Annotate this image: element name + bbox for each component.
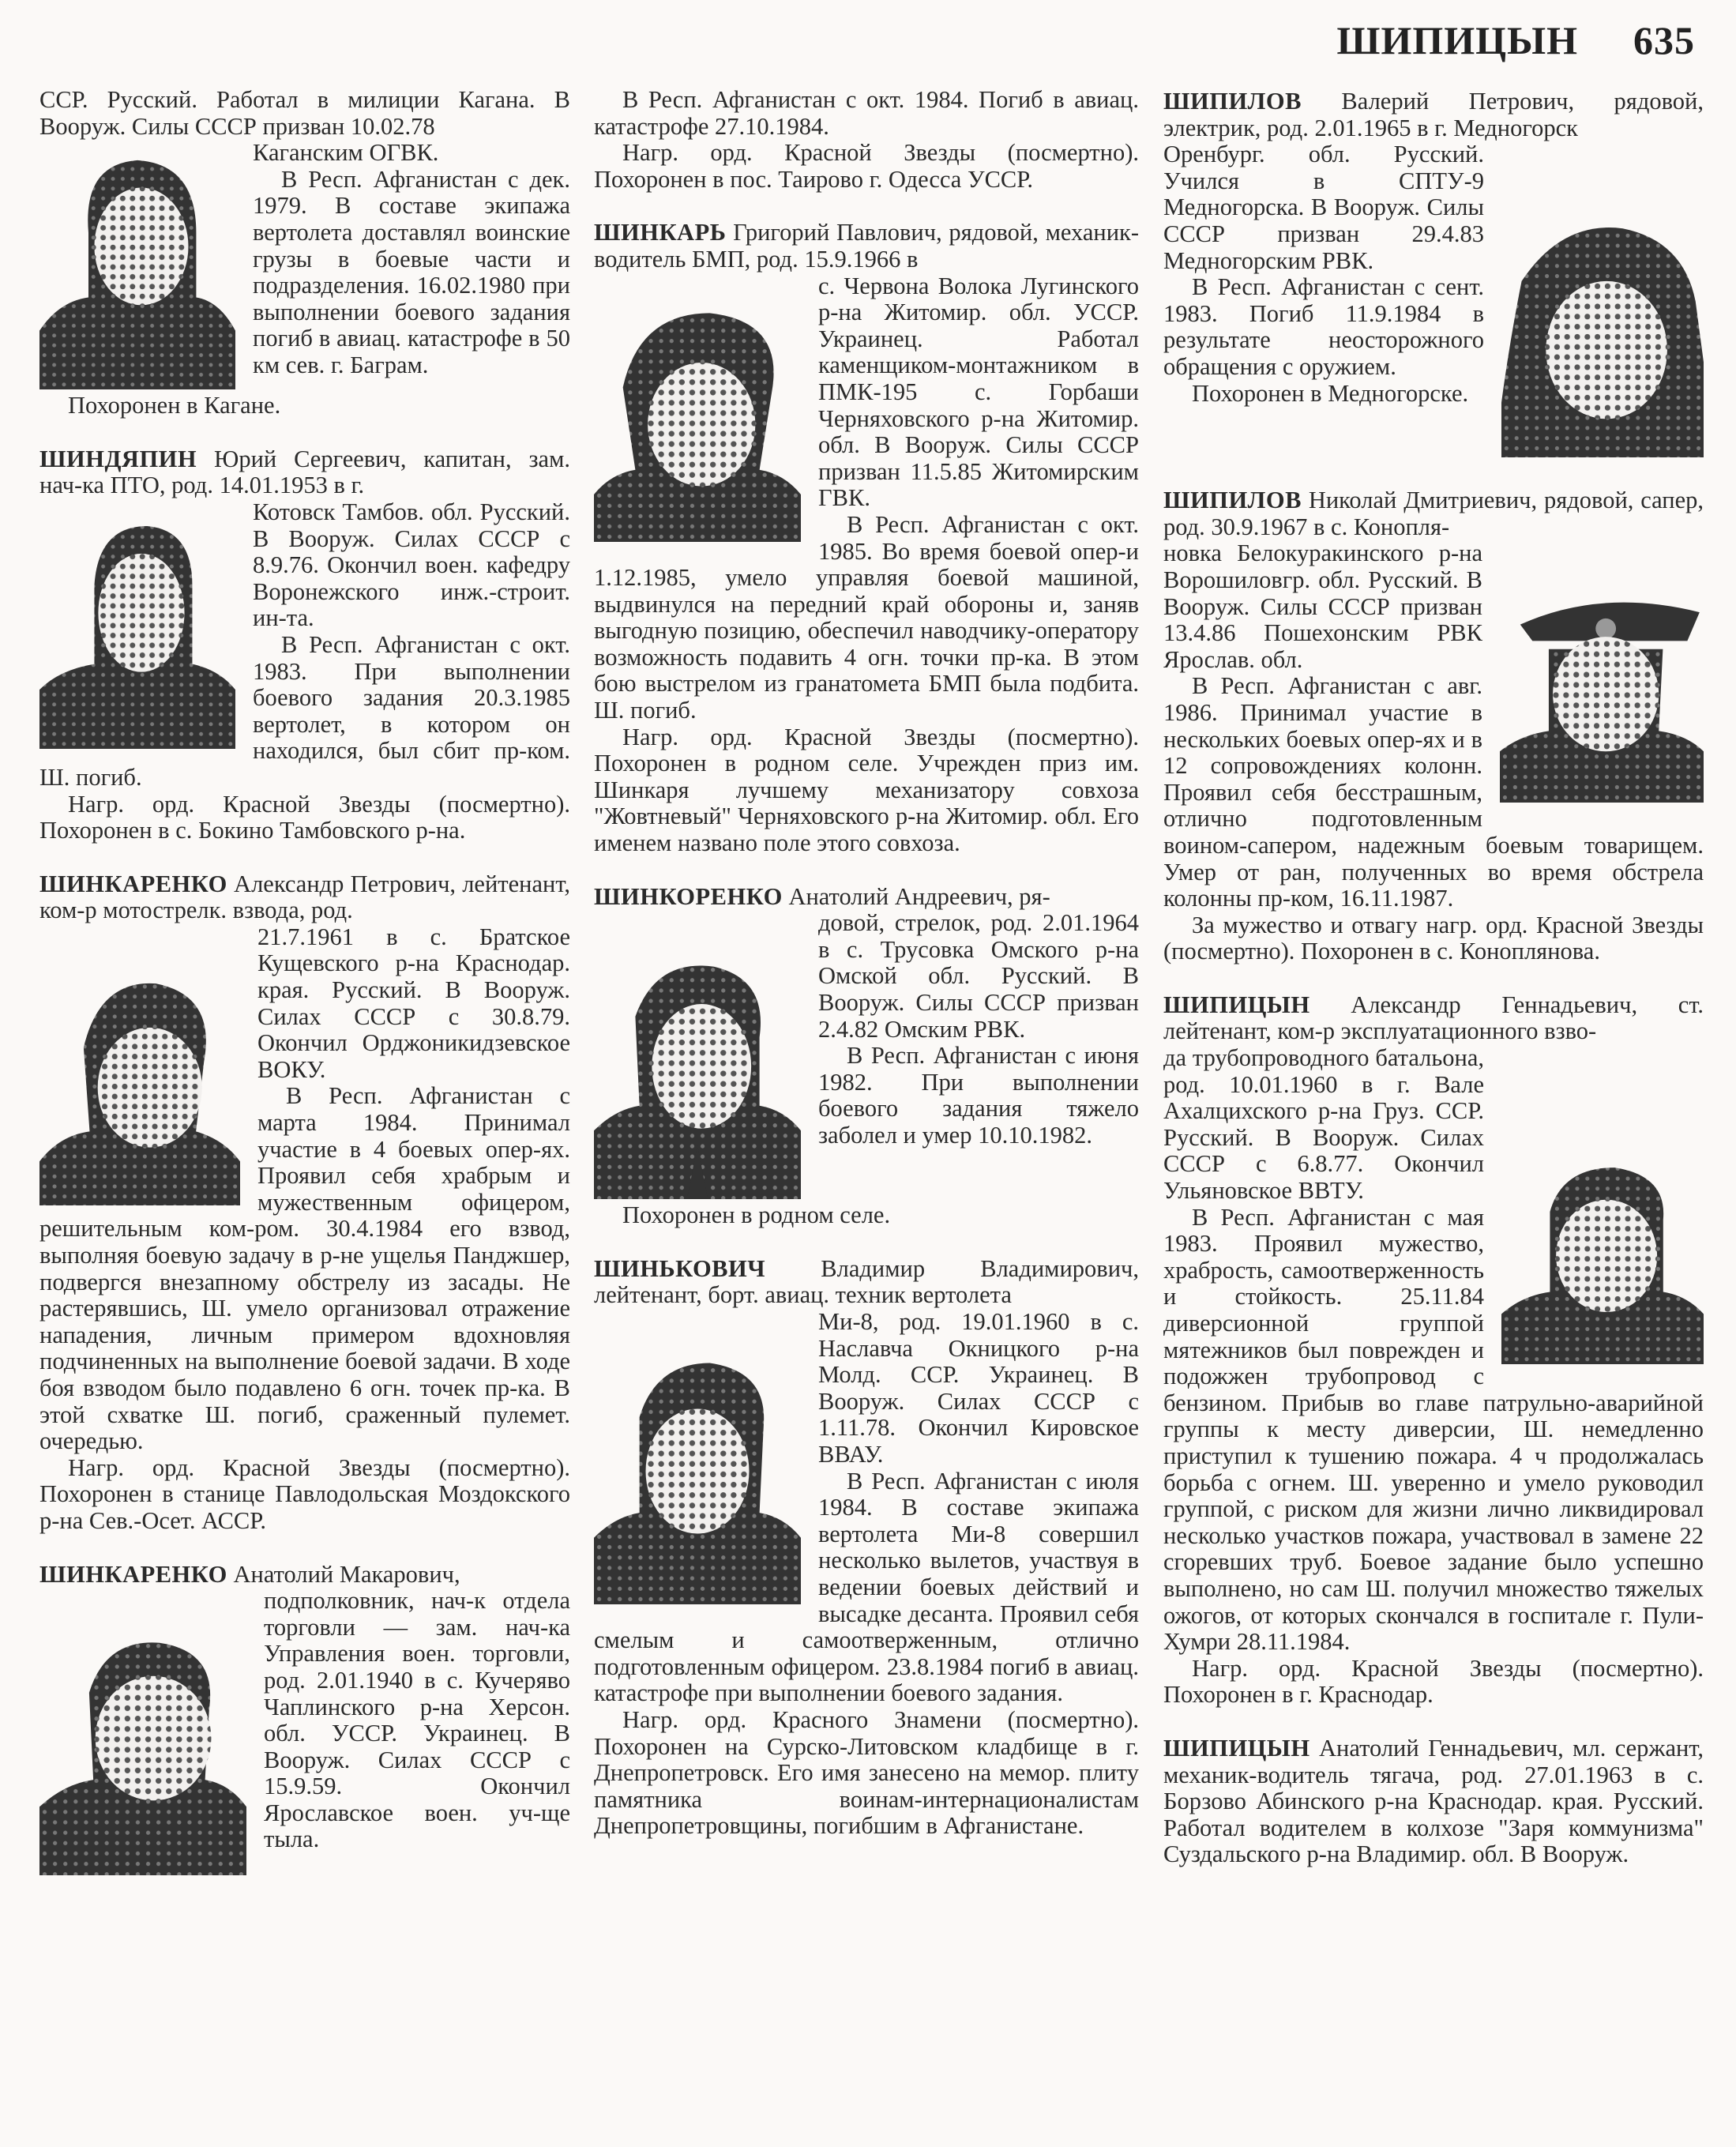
entry-paragraph: В Респ. Афганистан с окт. 1985. Во время боевой опер-и 1.12.1985, умело управляя боевой машиной, выдвинулся на передний край обороны и, заняв выгодную позицию, обеспечил наводчику-оператору возможность подавить 4 огн. точки пр-ка. В этом бою выстрелом из гранатомета БМП была подбита. Ш. погиб. <box>594 510 1139 724</box>
entry-surname: ШИПИЦЫН <box>1163 991 1310 1018</box>
entry-paragraph: Каганским ОГВК. <box>253 139 439 167</box>
entry-shinkar <box>594 220 1139 856</box>
entry-surname: ШИНКАРЬ <box>594 219 727 246</box>
entry-heading <box>1163 1735 1704 1868</box>
entry-continued <box>594 87 1139 193</box>
entry-paragraph: с. Червона Волока Лугинского р-на Житомир. обл. УССР. Украинец. Работал каменщиком-монтажником в ПМК-195 с. Горбаши Черняховского р-на Житомир. обл. В Вооруж. Силы СССР призван 11.5.85 Житомирским ГВК. <box>818 272 1139 512</box>
portrait-photo <box>39 502 235 749</box>
portrait-photo <box>39 1630 246 1875</box>
entry-paragraph: довой, стрелок, род. 2.01.1964 в с. Трусовка Омского р-на Омской обл. Русский. В Вооруж. Силы СССР призван 2.4.82 Омским РВК. <box>818 909 1139 1043</box>
entry-lead: Владимир Владимирович, лейтенант, борт. авиац. техник вертолета <box>594 1254 1139 1309</box>
entry-lead: Анатолий Андреевич, ря- <box>788 882 1050 910</box>
portrait-photo <box>39 972 240 1205</box>
entry-lead: Григорий Павлович, рядовой, механик-водитель БМП, род. 15.9.1966 в <box>594 219 1140 273</box>
entry-heading <box>594 220 1139 273</box>
entry-surname: ШИНДЯПИН <box>39 445 197 472</box>
entry-heading <box>39 1562 570 1589</box>
entry-surname: ШИНКАРЕНКО <box>39 870 227 897</box>
entry-paragraph: Нагр. орд. Красной Звезды (посмертно). Похоронен в родном селе. Учрежден приз им. Шинкаря лучшему механизатору совхоза "Жовтневый" Черняховского р-на Житомир. обл. Его именем названо поле этого совхоза. <box>594 723 1139 857</box>
entry-paragraph: В Респ. Афганистан с марта 1984. Принимал участие в 4 боевых опер-ях. Проявил себя храбрым и мужественным офицером, решительным ком-ром. 30.4.1984 его взвод, выполняя боевую задачу в р-не ущелья Панджшер, подвергся внезапному обстрелу из засады. Не растерявшись, Ш. умело организовал отражение нападения, личным примером вдохновляя подчиненных на выполнение боевой задачи. В ходе боя взводом было подавлено 6 огн. точек пр-ка. В этой схватке Ш. погиб, сраженный пулемет. очередью. <box>39 1082 570 1455</box>
column-2 <box>594 87 1139 1867</box>
entry-heading <box>594 1256 1139 1309</box>
entry-lead: Александр Петрович, лейтенант, ком-р мотострелк. взвода, род. <box>39 870 571 924</box>
entry-surname: ШИНКАРЕНКО <box>39 1560 227 1588</box>
entry-paragraph: Котовск Тамбов. обл. Русский. В Вооруж. Силах СССР с 8.9.76. Окончил воен. кафедру Воронежского инж.-строит. ин-та. <box>253 498 570 632</box>
entry-shipilov-v-p <box>1163 88 1704 461</box>
entry-lead: Юрий Сергеевич, капитан, зам. нач-ка ПТО, род. 14.01.1953 в г. <box>39 445 571 499</box>
entry-lead: Николай Дмитриевич, рядовой, сапер, род. 30.9.1967 в с. Конопля- <box>1163 487 1704 540</box>
entry-paragraph: Нагр. орд. Красной Звезды (посмертно). Похоронен в с. Бокино Тамбовского р-на. <box>39 790 570 844</box>
entry-shipitsyn-a-g <box>1163 992 1704 1709</box>
entry-paragraph: За мужество и отвагу нагр. орд. Красной Звезды (посмертно). Похоронен в с. Коноплянова. <box>1163 911 1704 965</box>
entry-paragraph: В Респ. Афганистан с окт. 1984. Погиб в авиац. катастрофе 27.10.1984. <box>594 86 1139 140</box>
entry-heading <box>1163 88 1704 141</box>
entry-paragraph: Нагр. орд. Красного Знамени (посмертно). Похоронен на Сурско-Литовском кладбище в г. Днепропетровск. Его имя занесено на мемор. плиту памятника воинам-интернационалистам Днепропетровщины, погибшим в Афганистане. <box>594 1705 1139 1840</box>
entry-paragraph: В Респ. Афганистан с сент. 1983. Погиб 11.9.1984 в результате неосторожного обращения с оружием. <box>1163 273 1484 380</box>
entry-lead: ССР. Русский. Работал в милиции Кагана. В Вооруж. Силы СССР призван 10.02.78 <box>39 86 570 140</box>
portrait-photo <box>594 305 801 542</box>
portrait-photo <box>39 145 235 389</box>
portrait-photo <box>1501 1164 1704 1364</box>
entry-heading <box>594 884 1139 911</box>
entry-paragraph: Похоронен в Медногорске. <box>1192 379 1469 407</box>
running-header <box>1337 17 1695 63</box>
entry-lead: Александр Геннадьевич, ст. лейтенант, ком-р эксплуатационного взво- <box>1163 991 1704 1045</box>
entry-paragraph: В Респ. Афганистан с дек. 1979. В составе экипажа вертолета доставлял воинские грузы в боевые части и подразделения. 16.02.1980 при выполнении боевого задания погиб в авиац. катастрофе в 50 км сев. г. Баграм. <box>253 165 570 378</box>
portrait-photo <box>594 954 801 1199</box>
entry-surname: ШИНКОРЕНКО <box>594 882 783 910</box>
portrait-photo <box>1501 220 1704 457</box>
entry-surname: ШИПИЛОВ <box>1163 487 1302 514</box>
entry-paragraph: В Респ. Афганистан с окт. 1983. При выполнении боевого задания 20.3.1985 вертолет, в котором он находился, был сбит пр-ком. Ш. погиб. <box>39 630 570 791</box>
entry-shinkarenko-a-p <box>39 871 570 1535</box>
entry-paragraph: Похоронен в родном селе. <box>622 1201 891 1229</box>
entry-paragraph: Нагр. орд. Красной Звезды (посмертно). Похоронен в г. Краснодар. <box>1163 1654 1704 1709</box>
entry-paragraph: Оренбург. обл. Русский. Учился в СПТУ-9 Медногорска. В Вооруж. Силы СССР призван 29.4.83 Медногорским РВК. <box>1163 141 1484 274</box>
entry-surname: ШИНЬКОВИЧ <box>594 1254 766 1282</box>
entry-paragraph: В Респ. Афганистан с июня 1982. При выполнении боевого задания тяжело заболел и умер 10.10.1982. <box>818 1042 1139 1149</box>
entry-lead: Анатолий Геннадьевич, мл. сержант, механик-водитель тягача, род. 27.01.1963 в с. Борзово Абинского р-на Краснодар. края. Русский. Работал водителем в колхозе "Заря коммунизма" Суздальского р-на Владимир. обл. В Вооруж. <box>1163 1734 1704 1868</box>
entry-paragraph: да трубопроводного батальона, род. 10.01.1960 в г. Вале Ахалцихского р-на Груз. ССР. Русский. В Вооруж. Силах СССР с 6.8.77. Окончил Ульяновское ВВТУ. <box>1163 1044 1484 1205</box>
entry-shindyapin <box>39 446 570 844</box>
entry-paragraph: подполковник, нач-к отдела торговли — зам. нач-ка Управления воен. торговли, род. 2.01.1940 в с. Кучеряво Чаплинского р-на Херсон. обл. УССР. Украинец. В Вооруж. Силах СССР с 15.9.59. Окончил Ярославское воен. уч-ще тыла. <box>264 1587 570 1853</box>
entry-heading <box>39 871 570 924</box>
entry-paragraph: Похоронен в Кагане. <box>68 392 281 419</box>
entry-paragraph: Нагр. орд. Красной Звезды (посмертно). Похоронен в станице Павлодольская Моздокского р-на Сев.-Осет. АССР. <box>39 1453 570 1534</box>
portrait-photo <box>594 1355 801 1604</box>
entry-paragraph: В Респ. Афганистан с мая 1983. Проявил мужество, храбрость, самоотверженность и стойкость. 25.11.84 диверсионной группой мятежников был поврежден и подожжен трубопровод с бензином. Прибыв во главе патрульно-аварийной группы к месту диверсии, Ш. немедленно приступил к тушению пожара. 4 ч продолжалась борьба с огнем. Ш. уверенно и умело руководил группой, с риском для жизни лично ликвидировал несколько участков пожара, участвовал в замене 22 сгоревших труб. Боевое задание было успешно выполнено, но сам Ш. получил множество тяжелых ожогов, от которых скончался в госпитале г. Пули-Хумри 28.11.1984. <box>1163 1203 1704 1656</box>
entry-heading <box>39 446 570 499</box>
page-number: 635 <box>1633 18 1695 62</box>
entry-lead: Анатолий Макарович, <box>233 1560 460 1588</box>
entry-shipilov-n-d <box>1163 487 1704 965</box>
entry-continued <box>39 87 570 419</box>
entry-surname: ШИПИЛОВ <box>1163 88 1302 115</box>
entry-shipitsyn-an-g <box>1163 1735 1704 1868</box>
entry-lead: Валерий Петрович, рядовой, электрик, род. 2.01.1965 в г. Медногорск <box>1163 88 1704 141</box>
entry-paragraph: Ми-8, род. 19.01.1960 в с. Наславча Окницкого р-на Молд. ССР. Украинец. В Вооруж. Силах СССР с 1.11.78. Окончил Кировское ВВАУ. <box>818 1308 1139 1468</box>
entry-shinkarenko-a-m <box>39 1562 570 1854</box>
entry-heading <box>1163 992 1704 1045</box>
entry-paragraph: В Респ. Афганистан с июля 1984. В составе экипажа вертолета Ми-8 совершил несколько вылетов, участвуя в ведении боевых действий и высадке десанта. Проявил себя смелым и самоотверженным, отлично подготовленным офицером. 23.8.1984 погиб в авиац. катастрофе при выполнении боевого задания. <box>594 1467 1139 1707</box>
entry-heading <box>1163 487 1704 540</box>
column-3 <box>1163 88 1704 1895</box>
portrait-photo <box>1500 588 1704 803</box>
entry-paragraph: Нагр. орд. Красной Звезды (посмертно). Похоронен в пос. Таирово г. Одесса УССР. <box>594 139 1139 193</box>
entry-shinkorenko <box>594 884 1139 1229</box>
entry-surname: ШИПИЦЫН <box>1163 1734 1310 1762</box>
running-title: ШИПИЦЫН <box>1336 18 1578 62</box>
entry-paragraph: В Респ. Афганистан с авг. 1986. Принимал участие в нескольких боевых опер-ях и в 12 сопровождениях колонн. Проявил себя бесстрашным, отлично подготовленным воином-сапером, надежным боевым товарищем. Умер от ран, полученных во время обстрела колонны пр-ком, 16.11.1987. <box>1163 672 1704 912</box>
column-1 <box>39 87 570 1880</box>
entry-shinkovich <box>594 1256 1139 1840</box>
entry-paragraph: новка Белокуракинского р-на Ворошиловгр. обл. Русский. В Вооруж. Силы СССР призван 13.4.86 Пошехонским РВК Ярослав. обл. <box>1163 540 1482 673</box>
entry-paragraph: 21.7.1961 в с. Братское Кущевского р-на Краснодар. края. Русский. В Вооруж. Силах СССР с 30.8.79. Окончил Орджоникидзевское ВОКУ. <box>257 923 570 1083</box>
